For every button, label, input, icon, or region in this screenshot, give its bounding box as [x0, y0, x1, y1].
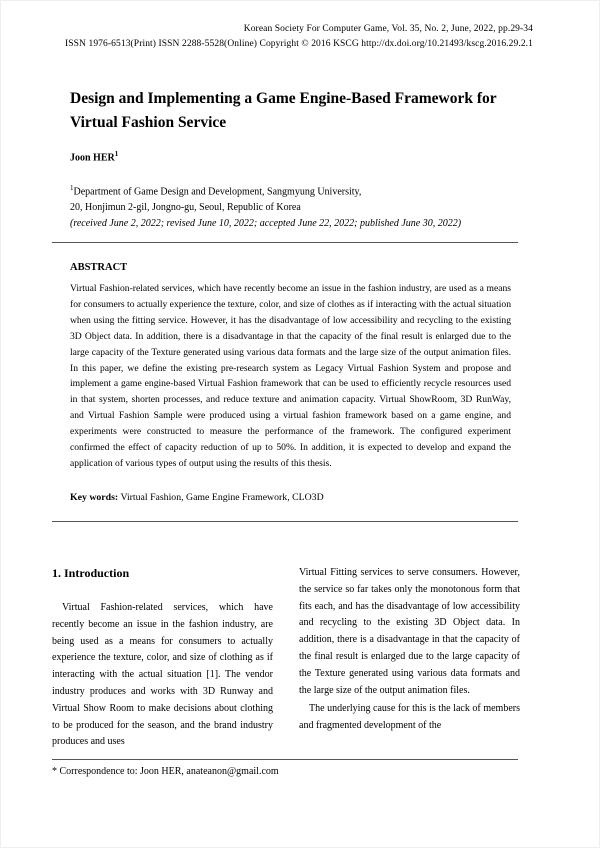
journal-citation: Korean Society For Computer Game, Vol. 35, No. 2, June, 2022, pp.29-34 [243, 24, 533, 34]
divider-bottom [52, 521, 518, 522]
title-line-1: Design and Implementing a Game Engine-Based Framework for [70, 90, 497, 107]
affiliation-line-1 [70, 180, 540, 200]
intro-paragraph-1: Virtual Fashion-related services, which have recently become an issue in the fashion industry, are being used as a means for consumers to actually experience the texture, color, and size of clothing as if interacting with the actual situation [1]. The vendor industry produces and works with 3D Runway and Virtual Show Room to make decisions about clothing to be produced for the season, and the brand industry produces and uses [52, 602, 273, 748]
left-column [52, 566, 273, 751]
keywords-label: Key words: [70, 492, 119, 503]
divider-top [52, 242, 518, 243]
paper-title [70, 87, 540, 135]
affiliation-line-2: 20, Honjimun 2-gil, Jongno-gu, Seoul, Republic of Korea [70, 202, 301, 214]
journal-header [65, 22, 533, 52]
abstract-section [70, 262, 511, 472]
keywords-line [70, 492, 324, 503]
abstract-heading: ABSTRACT [70, 262, 128, 273]
journal-issn-doi: ISSN 1976-6513(Print) ISSN 2288-5528(Online) Copyright © 2016 KSCG http://dx.doi.org/10.21493/kscg.2016.29.2.1 [65, 39, 533, 49]
intro-paragraph-3: The underlying cause for this is the lack of members and fragmented development of the [299, 703, 520, 732]
correspondence-footnote: * Correspondence to: Joon HER, anateanon@gmail.com [52, 766, 279, 777]
right-column [299, 565, 520, 735]
author-text: Joon HER [70, 152, 115, 164]
publication-dates: (received June 2, 2022; revised June 10, 2022; accepted June 22, 2022; published June 30, 2022) [70, 218, 462, 230]
author-affil-mark: 1 [114, 150, 119, 158]
affiliation-block [70, 180, 540, 232]
footnote-divider [52, 759, 518, 760]
affil-department: Department of Game Design and Development, Sangmyung University, [73, 186, 362, 198]
title-line-2: Virtual Fashion Service [70, 114, 227, 131]
abstract-text: Virtual Fashion-related services, which have recently become an issue in the fashion industry, are used as a means for consumers to actually experience the texture, color, and size of clothes as if interacting with the actual situation when using the fitting service. However, it has the disadvantage of low accessibility and recycling to the existing 3D Object data. In addition, there is a disadvantage in that the capacity of the final result is enlarged due to the large capacity of the Texture generated using various data formats and the large size of the output animation files. In this paper, we define the existing pre-research system as Legacy Virtual Fashion System and propose and implement a game engine-based Virtual Fashion framework that can be used to efficiently recycle resources used in that system, shorten processes, and reduce texture and animation capacity. Virtual ShowRoom, 3D RunWay, and Virtual Fashion Sample were produced using a virtual fashion framework based on a game engine, and experiments were constructed to measure the performance of the framework. The configured experiment confirmed the effect of capacity reduction of up to 50%. In addition, it is expected to develop and expand the application of various types of output using the results of this thesis. [70, 283, 511, 469]
affil-mark: 1 [70, 184, 74, 192]
keywords-text: Virtual Fashion, Game Engine Framework, CLO3D [120, 492, 324, 503]
intro-paragraph-2: Virtual Fitting services to serve consumers. However, the service so far takes only the monotonous form that fits each, and has the disadvantage of low accessibility and recycling to the existing 3D Object data. In addition, there is a disadvantage in that the capacity of the final result is enlarged due to the large capacity of the Texture generated using various data formats and the large size of the output animation files. [299, 567, 520, 696]
section-heading-introduction: 1. Introduction [52, 566, 130, 580]
author-name [70, 150, 118, 163]
